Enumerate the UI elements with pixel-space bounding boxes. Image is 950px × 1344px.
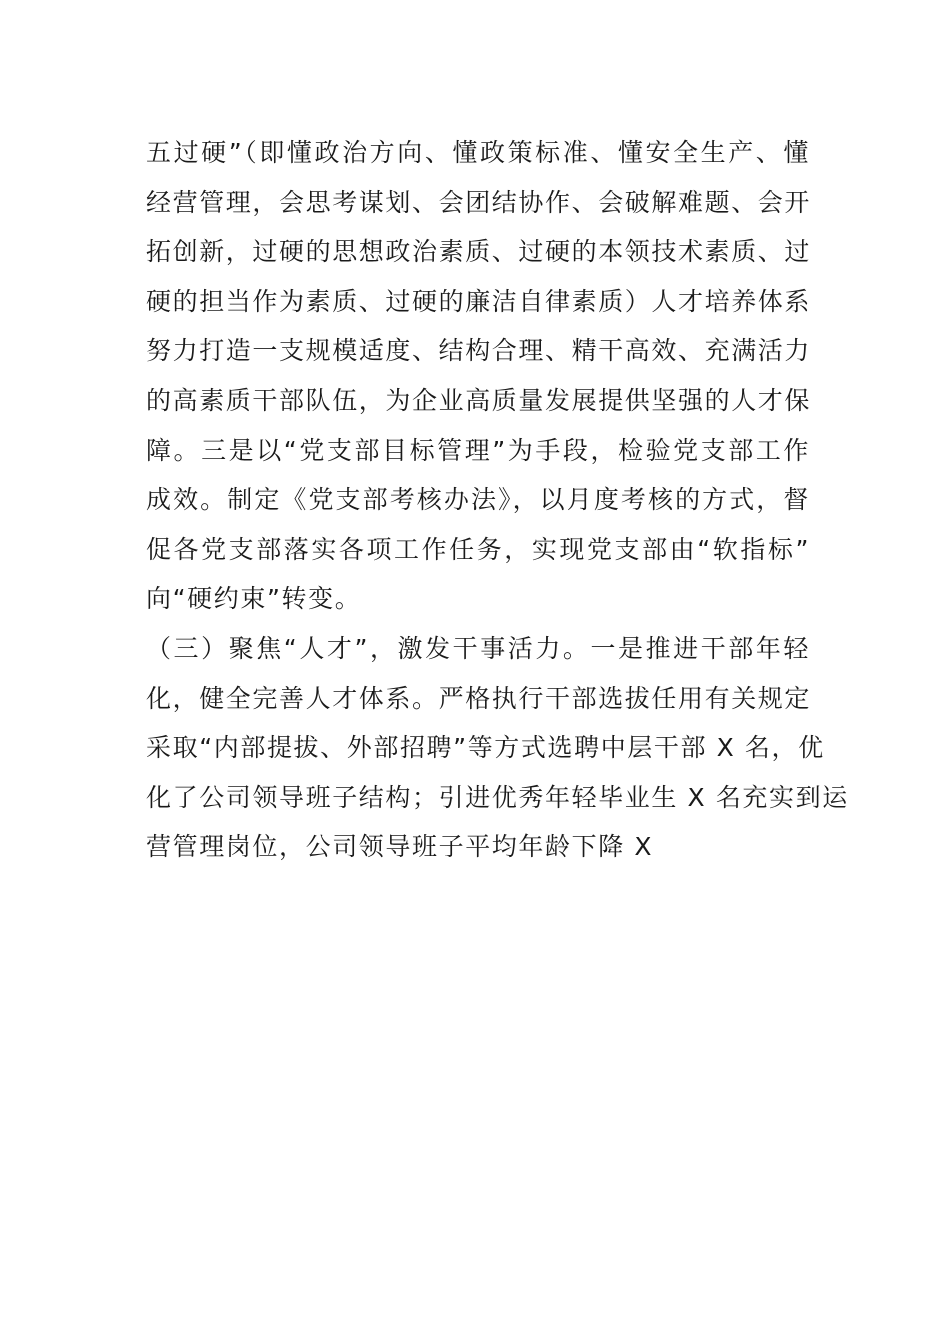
text-line-11: （三）聚焦“人才”，激发干事活力。一是推进干部年轻 <box>146 633 810 663</box>
text-line-4: 硬的担当作为素质、过硬的廉洁自律素质）人才培养体系 <box>146 286 812 316</box>
text-line-2: 经营管理，会思考谋划、会团结协作、会破解难题、会开 <box>146 187 812 217</box>
text-line-9: 促各党支部落实各项工作任务，实现党支部由“软指标” <box>146 534 810 564</box>
text-line-12: 化，健全完善人才体系。严格执行干部选拔任用有关规定 <box>146 683 812 713</box>
text-line-15: 营管理岗位，公司领导班子平均年龄下降 X <box>146 832 654 862</box>
text-line-13: 采取“内部提拔、外部招聘”等方式选聘中层干部 X 名，优 <box>146 733 825 763</box>
text-line-7: 障。三是以“党支部目标管理”为手段，检验党支部工作 <box>146 435 810 465</box>
text-line-14: 化了公司领导班子结构；引进优秀年轻毕业生 X 名充实到运 <box>146 782 849 812</box>
text-line-5: 努力打造一支规模适度、结构合理、精干高效、充满活力 <box>146 336 812 366</box>
text-line-10: 向“硬约束”转变。 <box>146 584 362 614</box>
text-line-8: 成效。制定《党支部考核办法》，以月度考核的方式，督 <box>146 485 810 515</box>
body-text <box>146 128 849 872</box>
text-line-6: 的高素质干部队伍，为企业高质量发展提供坚强的人才保 <box>146 385 812 415</box>
text-line-1: 五过硬”（即懂政治方向、懂政策标准、懂安全生产、懂 <box>146 138 810 167</box>
text-line-3: 拓创新，过硬的思想政治素质、过硬的本领技术素质、过 <box>146 237 812 267</box>
